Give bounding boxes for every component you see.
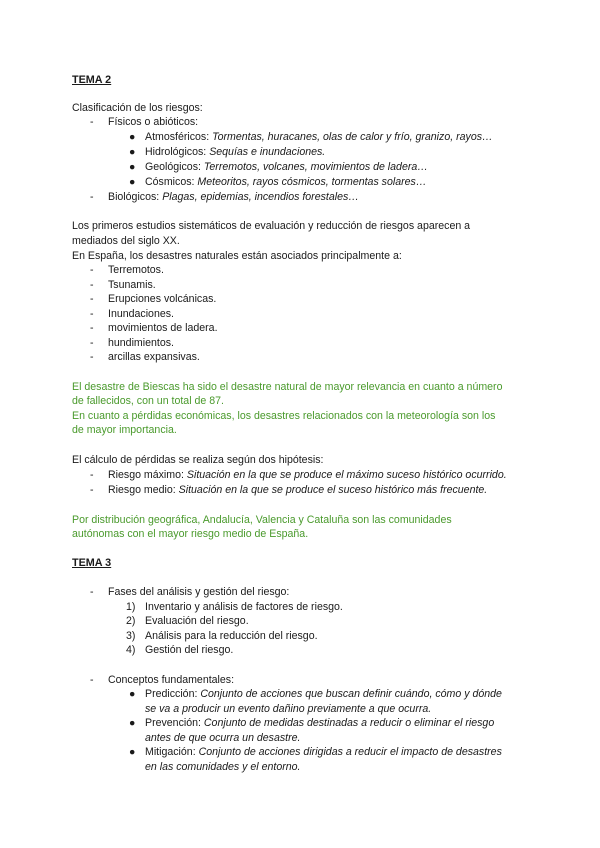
list-item-continuation: antes de que ocurra un desastre. — [145, 732, 301, 744]
distribucion-line-1: Por distribución geográfica, Andalucía, Valencia y Cataluña son las comunidades — [72, 514, 452, 526]
dash-bullet: - — [90, 469, 94, 481]
list-item-continuation: en las comunidades y el entorno. — [145, 761, 301, 773]
dash-bullet: - — [90, 264, 94, 276]
list-number: 1) — [126, 601, 136, 613]
list-item: Riesgo medio: Situación en la que se produce el suceso histórico más frecuente. — [108, 484, 488, 496]
list-item: Análisis para la reducción del riesgo. — [145, 630, 318, 642]
clasificacion-intro: Clasificación de los riesgos: — [72, 102, 203, 114]
dash-bullet: - — [90, 293, 94, 305]
list-item: Riesgo máximo: Situación en la que se produce el máximo suceso histórico ocurrido. — [108, 469, 507, 481]
estudios-line-1: Los primeros estudios sistemáticos de evaluación y reducción de riesgos aparecen a — [72, 220, 471, 232]
list-number: 3) — [126, 630, 136, 642]
list-item: Gestión del riesgo. — [145, 644, 234, 656]
tema3-heading: TEMA 3 — [72, 557, 112, 569]
distribucion-line-2: autónomas con el mayor riesgo medio de España. — [72, 528, 309, 540]
dash-bullet: - — [90, 279, 94, 291]
dot-bullet: ● — [129, 688, 136, 700]
biescas-line-2: de fallecidos, con un total de 87. — [72, 395, 224, 407]
estudios-line-2: mediados del siglo XX. — [72, 235, 180, 247]
estudios-line-3: En España, los desastres naturales están asociados principalmente a: — [72, 250, 402, 262]
dot-bullet: ● — [129, 131, 136, 143]
dash-bullet: - — [90, 337, 94, 349]
list-item: Inundaciones. — [108, 308, 174, 320]
fisicos-label: Físicos o abióticos: — [108, 116, 199, 128]
dash-bullet: - — [90, 191, 94, 203]
list-item: Predicción: Conjunto de acciones que buscan definir cuándo, cómo y dónde — [145, 688, 502, 700]
dash-bullet: - — [90, 308, 94, 320]
biescas-line-3: En cuanto a pérdidas económicas, los desastres relacionados con la meteorología son los — [72, 410, 496, 422]
biescas-line-4: de mayor importancia. — [72, 424, 177, 436]
list-item: Atmosféricos: Tormentas, huracanes, olas de calor y frío, granizo, rayos… — [145, 131, 493, 143]
list-item: Cósmicos: Meteoritos, rayos cósmicos, tormentas solares… — [145, 176, 427, 188]
conceptos-label: Conceptos fundamentales: — [108, 674, 235, 686]
biescas-line-1: El desastre de Biescas ha sido el desastre natural de mayor relevancia en cuanto a número — [72, 381, 503, 393]
list-number: 2) — [126, 615, 136, 627]
list-item: Hidrológicos: Sequías e inundaciones. — [145, 146, 326, 158]
tema2-heading: TEMA 2 — [72, 74, 112, 86]
dash-bullet: - — [90, 586, 94, 598]
dot-bullet: ● — [129, 717, 136, 729]
list-item-continuation: se va a producir un evento dañino previamente a que ocurra. — [145, 703, 432, 715]
dot-bullet: ● — [129, 146, 136, 158]
calculo-intro: El cálculo de pérdidas se realiza según dos hipótesis: — [72, 454, 324, 466]
list-item: Inventario y análisis de factores de riesgo. — [145, 601, 343, 613]
dash-bullet: - — [90, 484, 94, 496]
list-item: hundimientos. — [108, 337, 174, 349]
dot-bullet: ● — [129, 161, 136, 173]
list-item: movimientos de ladera. — [108, 322, 218, 334]
list-item: Prevención: Conjunto de medidas destinadas a reducir o eliminar el riesgo — [145, 717, 495, 729]
list-item: Evaluación del riesgo. — [145, 615, 249, 627]
dash-bullet: - — [90, 322, 94, 334]
list-item: Mitigación: Conjunto de acciones dirigidas a reducir el impacto de desastres — [145, 746, 502, 758]
dash-bullet: - — [90, 674, 94, 686]
biologicos-item: Biológicos: Plagas, epidemias, incendios forestales… — [108, 191, 359, 203]
list-item: arcillas expansivas. — [108, 351, 200, 363]
dot-bullet: ● — [129, 746, 136, 758]
list-item: Tsunamis. — [108, 279, 156, 291]
list-item: Erupciones volcánicas. — [108, 293, 217, 305]
fases-label: Fases del análisis y gestión del riesgo: — [108, 586, 290, 598]
dash-bullet: - — [90, 351, 94, 363]
list-item: Geológicos: Terremotos, volcanes, movimientos de ladera… — [145, 161, 428, 173]
dot-bullet: ● — [129, 176, 136, 188]
list-item: Terremotos. — [108, 264, 164, 276]
list-number: 4) — [126, 644, 136, 656]
dash-bullet: - — [90, 116, 94, 128]
